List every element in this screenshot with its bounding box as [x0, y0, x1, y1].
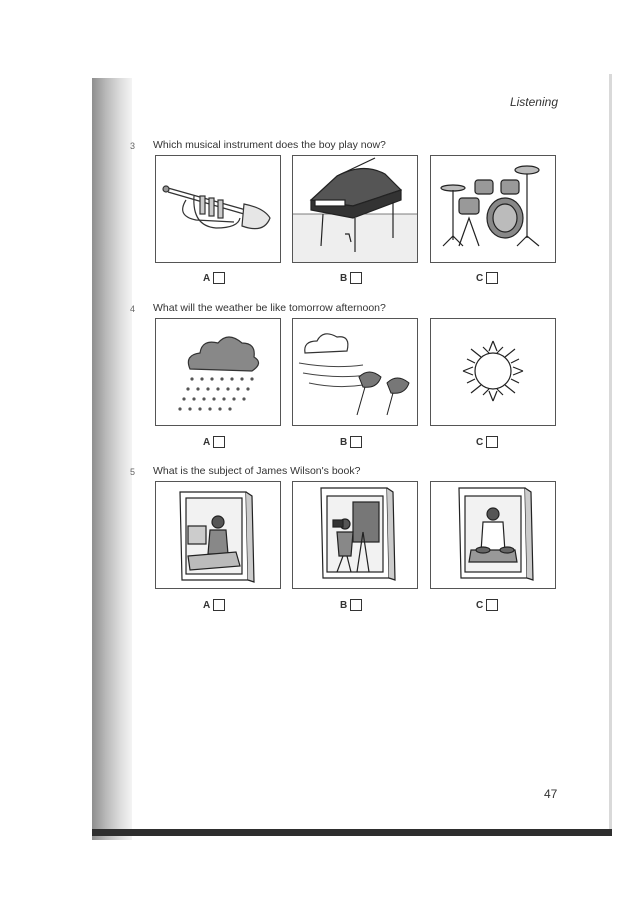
option-letter: C: [476, 272, 484, 284]
option-image-rain[interactable]: [155, 318, 281, 426]
answer-checkbox[interactable]: [350, 272, 362, 284]
option-letter: A: [203, 436, 211, 448]
option-image-computer-book[interactable]: [155, 481, 281, 589]
option-image-cooking-book[interactable]: [430, 481, 556, 589]
windy-trees-icon: [293, 319, 417, 425]
option-letter: B: [340, 599, 348, 611]
answer-checkbox[interactable]: [486, 599, 498, 611]
option-image-drum-kit[interactable]: [430, 155, 556, 263]
option-b[interactable]: [340, 436, 362, 448]
option-letter: A: [203, 272, 211, 284]
answer-checkbox[interactable]: [486, 436, 498, 448]
option-letter: B: [340, 272, 348, 284]
rain-cloud-icon: [156, 319, 280, 425]
book-spine-shadow: [92, 78, 132, 840]
option-image-photographer-book[interactable]: [292, 481, 418, 589]
question-text: What is the subject of James Wilson's book?: [153, 465, 361, 477]
option-letter: A: [203, 599, 211, 611]
option-letter: C: [476, 599, 484, 611]
answer-checkbox[interactable]: [486, 272, 498, 284]
question-number: 4: [130, 304, 136, 314]
option-c[interactable]: [476, 599, 498, 611]
option-b[interactable]: [340, 599, 362, 611]
option-image-wind[interactable]: [292, 318, 418, 426]
option-letter: B: [340, 436, 348, 448]
question-number: 3: [130, 141, 136, 151]
option-a[interactable]: [203, 272, 225, 284]
answer-checkbox[interactable]: [213, 436, 225, 448]
drum-kit-icon: [431, 156, 555, 262]
book-computer-icon: [156, 482, 280, 588]
option-a[interactable]: [203, 436, 225, 448]
option-b[interactable]: [340, 272, 362, 284]
option-c[interactable]: [476, 436, 498, 448]
option-image-trumpet[interactable]: [155, 155, 281, 263]
answer-checkbox[interactable]: [350, 599, 362, 611]
page-right-edge: [609, 74, 612, 834]
book-cooking-icon: [431, 482, 555, 588]
page-bottom-edge: [92, 829, 612, 836]
sun-icon: [431, 319, 555, 425]
option-image-sun[interactable]: [430, 318, 556, 426]
question-text: What will the weather be like tomorrow afternoon?: [153, 302, 386, 314]
page-top-edge: [92, 74, 612, 78]
option-c[interactable]: [476, 272, 498, 284]
trumpet-icon: [156, 156, 280, 262]
piano-icon: [293, 156, 417, 262]
option-a[interactable]: [203, 599, 225, 611]
option-image-piano[interactable]: [292, 155, 418, 263]
section-header: Listening: [509, 95, 558, 109]
answer-checkbox[interactable]: [213, 272, 225, 284]
question-text: Which musical instrument does the boy play now?: [153, 139, 386, 151]
option-letter: C: [476, 436, 484, 448]
page-number: 47: [544, 787, 558, 801]
answer-checkbox[interactable]: [350, 436, 362, 448]
book-photographer-icon: [293, 482, 417, 588]
answer-checkbox[interactable]: [213, 599, 225, 611]
question-number: 5: [130, 467, 136, 477]
